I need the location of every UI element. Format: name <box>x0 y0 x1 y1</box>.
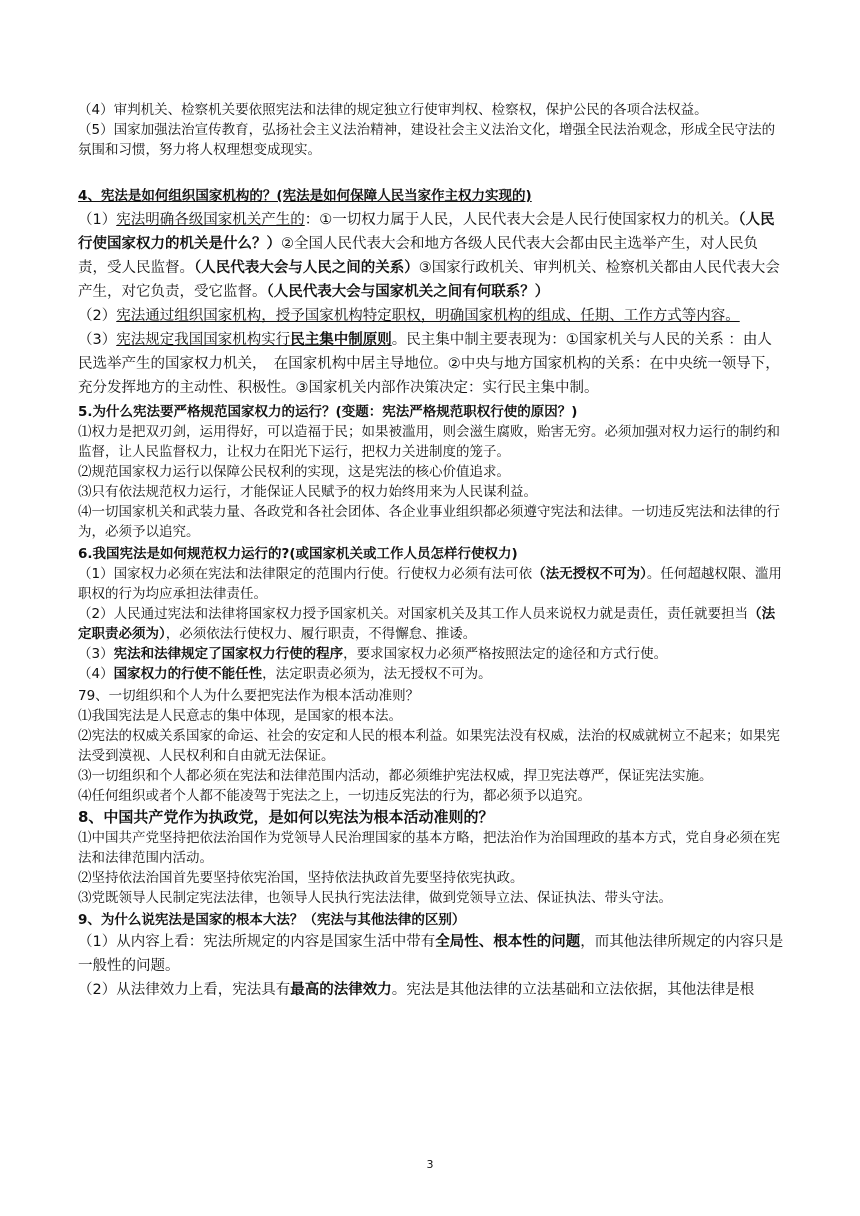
q6-item-1 <box>78 564 784 604</box>
q8-item-1: ⑴中国共产党坚持把依法治国作为党领导人民治理国家的基本方略，把法治作为治国理政的基本方式，党自身必须在宪法和法律范围内活动。 <box>78 830 780 866</box>
q6-item-4-bold: 国家权力的行使不能任性 <box>113 666 263 682</box>
q9-item-2-text-a: （2）从法律效力上看，宪法具有 <box>78 982 291 998</box>
q6-item-2-text-a: （2）人民通过宪法和法律将国家权力授予国家机关。对国家机关及其工作人员来说权力就是责任，责任就要担当 <box>78 606 749 622</box>
q4-item-1 <box>78 208 784 304</box>
q79-item-4: ⑷任何组织或者个人都不能凌驾于宪法之上，一切违反宪法的行为，都必须予以追究。 <box>78 788 591 804</box>
q8-item-2: ⑵坚持依法治国首先要坚持依宪治国，坚持依法执政首先要坚持依宪执政。 <box>78 870 524 886</box>
q4-item-1-bold-d: （人民代表大会与人民之间的关系） <box>194 260 419 276</box>
q4-title: 4、宪法是如何组织国家机构的？(宪法是如何保障人民当家作主权力实现的) <box>78 188 532 204</box>
q4-item-2-underline: 宪法通过组织国家机构，授予国家机构特定职权，明确国家机构的组成、任期、工作方式等内容。 <box>116 308 740 324</box>
q4-item-2 <box>78 304 784 328</box>
document-page <box>78 100 784 1002</box>
q4-item-1-prefix: （1） <box>78 212 117 228</box>
q9-item-1 <box>78 930 784 978</box>
q4-item-3-text: 。民主集中制主要表现为：①国家机关与人民的关系 ：由人民选举产生的国家权力机关， 在国家机构中居主导地位。②中央与地方国家机构的关系：在中央统一领导下，充分发挥地方的主动性、积极性。③国家机关内部作决策决定：实行民主集中制。 <box>78 332 780 396</box>
intro-item-4: （4）审判机关、检察机关要依照宪法和法律的规定独立行使审判权、检察权，保护公民的各项合法权益。 <box>78 102 708 118</box>
q6-item-2-text-c: ，必须依法行使权力、履行职责，不得懈怠、推诿。 <box>165 626 477 642</box>
q6-title: 6.我国宪法是如何规范权力运行的?(或国家机关或工作人员怎样行使权力) <box>78 546 518 562</box>
q6-item-3-text: ，要求国家权力必须严格按照法定的途径和方式行使。 <box>343 646 668 662</box>
q4-item-1-bold-f: （人民代表大会与国家机关之间有何联系？） <box>266 284 550 300</box>
q8-item-3: ⑶党既领导人民制定宪法法律，也领导人民执行宪法法律，做到党领导立法、保证执法、带头守法。 <box>78 890 672 906</box>
q6-item-4 <box>78 664 784 684</box>
q5-item-4: ⑷一切国家机关和武装力量、各政党和各社会团体、各企业事业组织都必须遵守宪法和法律。一切违反宪法和法律的行为，必须予以追究。 <box>78 504 780 540</box>
q4-item-1-text-c: ②全国人民代表大会和地方各级人民代表大会都由民主选举产生，对人民负责，受人民监督。 <box>78 236 758 276</box>
q9-item-2-bold: 最高的法律效力 <box>290 982 392 998</box>
q4-item-3-prefix: （3） <box>78 332 117 348</box>
q9-item-2 <box>78 978 784 1002</box>
q6-item-4-prefix: （4） <box>78 666 114 682</box>
page-number: 3 <box>426 1158 434 1171</box>
q6-item-4-text: ，法定职责必须为，法无授权不可为。 <box>262 666 492 682</box>
q9-item-1-text-c: ，而其他法律所规定的内容只是一般性的问题。 <box>78 934 784 974</box>
q79-item-1: ⑴我国宪法是人民意志的集中体现，是国家的根本法。 <box>78 708 402 724</box>
q5-title: 5.为什么宪法要严格规范国家权力的运行？(变题：宪法严格规范职权行使的原因？) <box>78 404 578 420</box>
q79-item-3: ⑶一切组织和个人都必须在宪法和法律范围内活动，都必须维护宪法权威，捍卫宪法尊严，保证宪法实施。 <box>78 768 713 784</box>
q6-item-2 <box>78 604 784 644</box>
q6-item-1-text-c: 。任何超越权限、滥用职权的行为均应承担法律责任。 <box>78 566 782 602</box>
q79-item-2: ⑵宪法的权威关系国家的命运、社会的安定和人民的根本利益。如果宪法没有权威，法治的权威就树立不起来；如果宪法受到漠视、人民权利和自由就无法保证。 <box>78 728 780 764</box>
intro-item-5: （5）国家加强法治宣传教育，弘扬社会主义法治精神，建设社会主义法治文化，增强全民法治观念，形成全民守法的氛围和习惯，努力将人权理想变成现实。 <box>78 122 776 158</box>
q4-item-3-underline-bold: 民主集中制原则 <box>290 332 392 348</box>
q6-item-1-bold: （法无授权不可为） <box>532 566 647 582</box>
q4-item-2-prefix: （2） <box>78 308 117 324</box>
q5-item-2: ⑵规范国家权力运行以保障公民权利的实现，这是宪法的核心价值追求。 <box>78 464 510 480</box>
q5-item-3: ⑶只有依法规范权力运行，才能保证人民赋予的权力始终用来为人民谋利益。 <box>78 484 537 500</box>
q4-item-1-bold-b: （人民行使国家权力的机关是什么？） <box>78 212 775 252</box>
q4-item-3-underline: 宪法规定我国国家机构实行 <box>116 332 291 348</box>
q6-item-1-text-a: （1）国家权力必须在宪法和法律限定的范围内行使。行使权力必须有法可依 <box>78 566 533 582</box>
q9-item-1-text-a: （1）从内容上看：宪法所规定的内容是国家生活中带有 <box>78 934 436 950</box>
q6-item-3-bold: 宪法和法律规定了国家权力行使的程序 <box>113 646 344 662</box>
q6-item-3 <box>78 644 784 664</box>
q9-item-1-bold: 全局性、根本性的问题 <box>435 934 581 950</box>
q4-item-1-underline: 宪法明确各级国家机关产生的 <box>116 212 305 228</box>
q9-title: 9、为什么说宪法是国家的根本大法？（宪法与其他法律的区别） <box>78 912 466 928</box>
q79-title: 79、一切组织和个人为什么要把宪法作为根本活动准则？ <box>78 688 420 704</box>
q5-item-1: ⑴权力是把双刃剑，运用得好，可以造福于民；如果被滥用，则会滋生腐败，贻害无穷。必须加强对权力运行的制约和监督，让人民监督权力，让权力在阳光下运行，把权力关进制度的笼子。 <box>78 424 780 460</box>
q4-item-1-text-a: ：①一切权力属于人民，人民代表大会是人民行使国家权力的机关。 <box>304 212 739 228</box>
q8-title: 8、中国共产党作为执政党，是如何以宪法为根本活动准则的？ <box>78 808 494 826</box>
q6-item-2-bold: （法定职责必须为） <box>78 606 776 642</box>
q4-item-3 <box>78 328 784 400</box>
q9-item-2-text-c: 。宪法是其他法律的立法基础和立法依据，其他法律是根 <box>391 982 755 998</box>
q6-item-3-prefix: （3） <box>78 646 114 662</box>
q4-item-1-text-e: ③国家行政机关、审判机关、检察机关都由人民代表大会产生，对它负责，受它监督。 <box>78 260 780 300</box>
